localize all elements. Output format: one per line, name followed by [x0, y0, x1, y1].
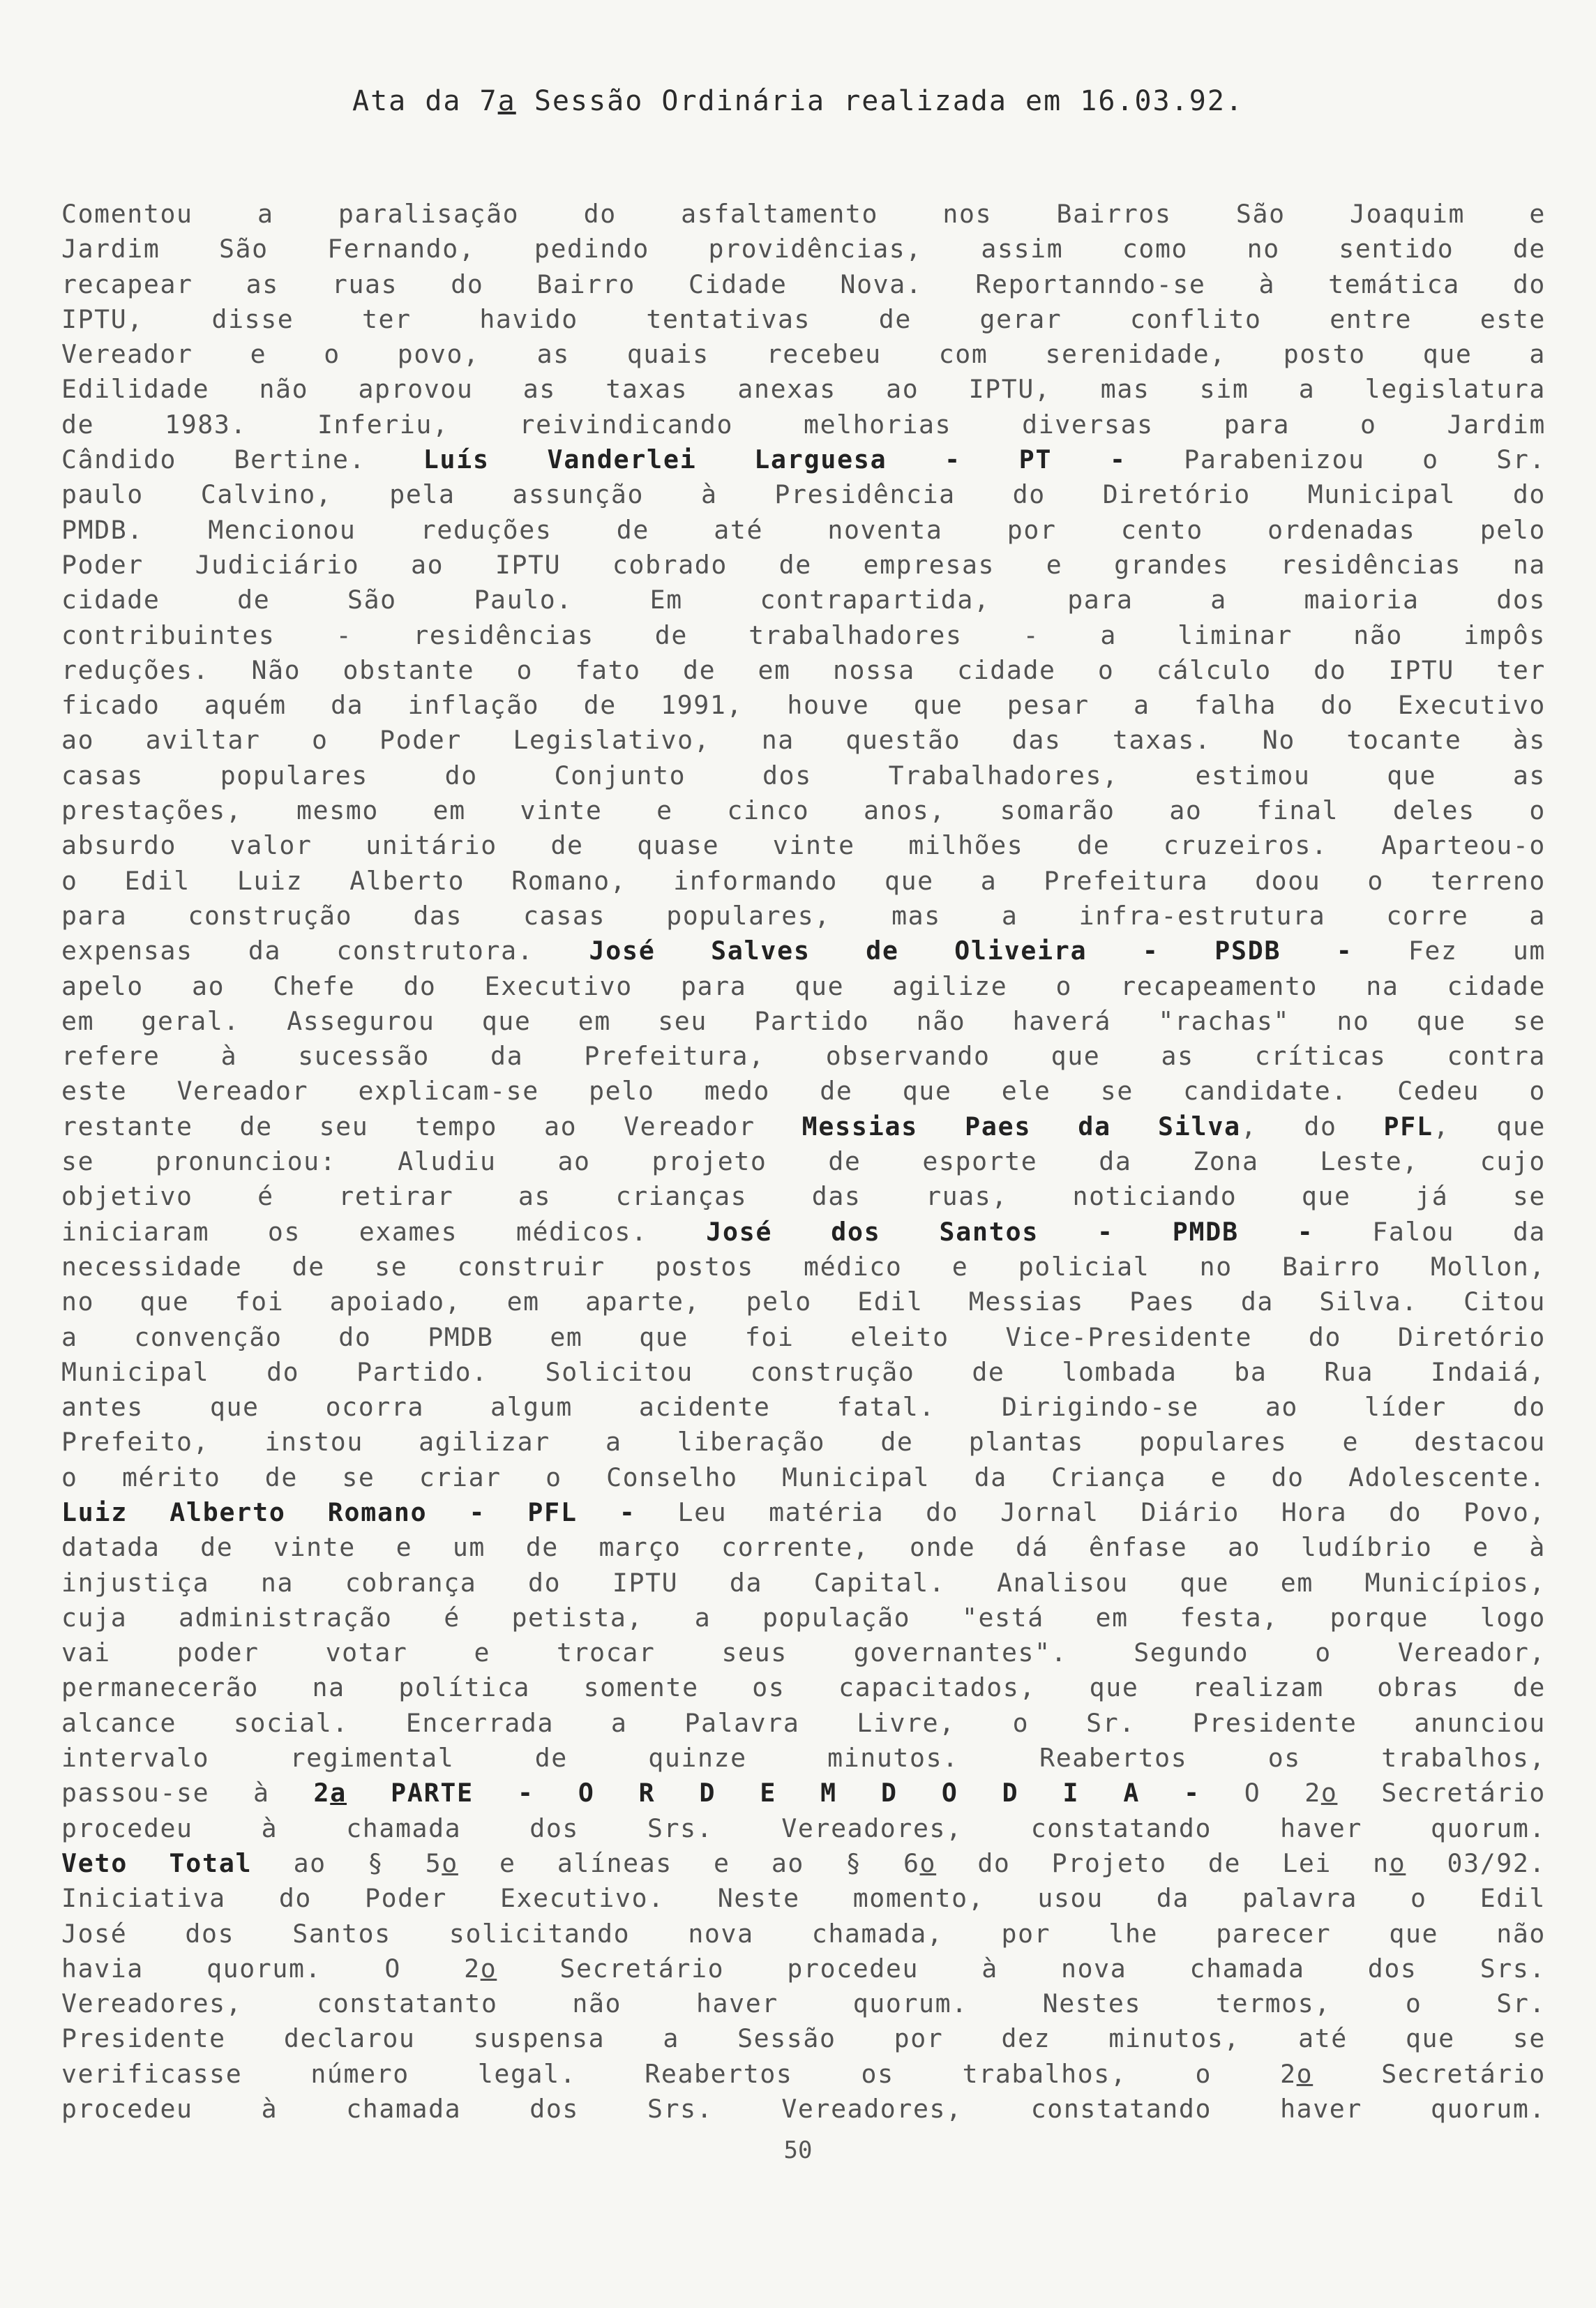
text-run: Vereadores, constatanto não haver quorum. Nestes termos, o Sr.: [61, 1988, 1546, 2019]
text-run: Vereador e o povo, as quais recebeu com serenidade, posto que a: [61, 339, 1546, 370]
ordinal-marker: o: [919, 1848, 937, 1878]
text-run: a convenção do PMDB em que foi eleito Vice-Presidente do Diretório: [61, 1321, 1546, 1352]
text-run: Poder Judiciário ao IPTU cobrado de empresas e grandes residências na: [61, 549, 1546, 580]
speaker-heading: 2: [313, 1778, 331, 1808]
text-run: Edilidade não aprovou as taxas anexas ao IPTU, mas sim a legislatura: [61, 374, 1546, 405]
text-run: datada de vinte e um de março corrente, onde dá ênfase ao ludíbrio e à: [61, 1532, 1546, 1563]
speaker-heading: Luís Vanderlei Larguesa - PT -: [423, 444, 1127, 475]
text-run: , que: [1433, 1111, 1546, 1141]
text-run: em geral. Assegurou que em seu Partido não haverá "rachas" no que se: [61, 1005, 1546, 1036]
text-run: o Edil Luiz Alberto Romano, informando que a Prefeitura doou o terreno: [61, 865, 1546, 896]
text-line: [61, 1320, 1546, 1355]
text-run: Cândido Bertine.: [61, 444, 423, 475]
text-line: [61, 1425, 1546, 1460]
title-suffix: Sessão Ordinária realizada em 16.03.92.: [515, 85, 1244, 117]
text-run: Leu matéria do Jornal Diário Hora do Povo,: [635, 1497, 1546, 1527]
text-line: [61, 1250, 1546, 1284]
text-line: [61, 723, 1546, 758]
speaker-heading: Messias Paes da Silva: [801, 1111, 1241, 1141]
text-line: [61, 1776, 1546, 1811]
text-run: cidade de São Paulo. Em contrapartida, para a maioria dos: [61, 585, 1546, 615]
speaker-heading: José dos Santos - PMDB -: [706, 1216, 1314, 1247]
text-run: injustiça na cobrança do IPTU da Capital. Analisou que em Municípios,: [61, 1567, 1546, 1598]
text-line: [61, 548, 1546, 583]
text-run: intervalo regimental de quinze minutos. Reabertos os trabalhos,: [61, 1743, 1546, 1774]
text-run: Parabenizou o Sr.: [1126, 444, 1546, 475]
ordinal-marker: o: [1389, 1848, 1406, 1878]
minutes-body: [61, 197, 1546, 2127]
text-run: José dos Santos solicitando nova chamada, por lhe parecer que não: [61, 1918, 1546, 1949]
text-line: [61, 688, 1546, 723]
text-line: [61, 1179, 1546, 1214]
text-run: refere à sucessão da Prefeitura, observando que as críticas contra: [61, 1041, 1546, 1072]
text-line: [61, 1741, 1546, 1776]
text-run: absurdo valor unitário de quase vinte milhões de cruzeiros. Aparteou-o: [61, 830, 1546, 861]
text-run: e alíneas e ao § 6: [458, 1848, 920, 1878]
text-line: [61, 1460, 1546, 1495]
text-run: permanecerão na política somente os capacitados, que realizam obras de: [61, 1672, 1546, 1703]
text-line: [61, 1355, 1546, 1390]
text-line: [61, 1670, 1546, 1705]
text-line: [61, 442, 1546, 477]
text-line: [61, 1530, 1546, 1565]
text-line: [61, 1635, 1546, 1670]
text-run: passou-se à: [61, 1778, 314, 1808]
text-run: ficado aquém da inflação de 1991, houve que pesar a falha do Executivo: [61, 690, 1546, 721]
text-line: [61, 232, 1546, 267]
ordinal-marker: a: [330, 1778, 347, 1808]
text-line: [61, 1144, 1546, 1179]
text-run: de 1983. Inferiu, reivindicando melhorias diversas para o Jardim: [61, 409, 1546, 440]
text-run: paulo Calvino, pela assunção à Presidência do Diretório Municipal do: [61, 479, 1546, 510]
text-run: Secretário: [1313, 2058, 1546, 2089]
page-number: 50: [783, 2136, 813, 2164]
text-line: [61, 477, 1546, 512]
text-line: [61, 934, 1546, 968]
text-run: prestações, mesmo em vinte e cinco anos, somarão ao final deles o: [61, 795, 1546, 826]
text-run: O 2: [1200, 1778, 1321, 1808]
text-run: vai poder votar e trocar seus governantes". Segundo o Vereador,: [61, 1638, 1546, 1668]
ordinal-marker: o: [1320, 1778, 1338, 1808]
text-line: [61, 1881, 1546, 1916]
text-run: do Projeto de Lei n: [936, 1848, 1390, 1878]
text-line: [61, 372, 1546, 407]
text-line: [61, 1495, 1546, 1530]
text-line: [61, 2057, 1546, 2092]
text-run: Presidente declarou suspensa a Sessão por dez minutos, até que se: [61, 2023, 1546, 2054]
text-run: necessidade de se construir postos médico e policial no Bairro Mollon,: [61, 1251, 1546, 1282]
text-run: , do: [1240, 1111, 1384, 1141]
text-run: ao aviltar o Poder Legislativo, na questão das taxas. No tocante às: [61, 725, 1546, 756]
text-run: IPTU, disse ter havido tentativas de gerar conflito entre este: [61, 304, 1546, 334]
text-line: [61, 267, 1546, 302]
text-run: Falou da: [1313, 1216, 1546, 1247]
text-line: [61, 1917, 1546, 1951]
text-line: [61, 864, 1546, 899]
text-line: [61, 337, 1546, 372]
text-line: [61, 407, 1546, 442]
text-run: cuja administração é petista, a população "está em festa, porque logo: [61, 1602, 1546, 1633]
text-run: ao § 5: [252, 1848, 442, 1878]
text-run: Secretário procedeu à nova chamada dos Srs.: [497, 1953, 1546, 1984]
text-run: alcance social. Encerrada a Palavra Livre, o Sr. Presidente anunciou: [61, 1707, 1546, 1738]
speaker-heading: Veto Total: [61, 1848, 253, 1878]
text-run: casas populares do Conjunto dos Trabalhadores, estimou que as: [61, 760, 1546, 790]
text-run: Fez um: [1353, 936, 1546, 966]
text-run: contribuintes - residências de trabalhadores - a liminar não impôs: [61, 620, 1546, 650]
text-run: reduções. Não obstante o fato de em nossa cidade o cálculo do IPTU ter: [61, 654, 1546, 685]
text-line: [61, 1706, 1546, 1741]
text-run: expensas da construtora.: [61, 936, 589, 966]
text-run: PMDB. Mencionou reduções de até noventa por cento ordenadas pelo: [61, 514, 1546, 545]
ordinal-marker: o: [1296, 2058, 1313, 2089]
text-run: recapear as ruas do Bairro Cidade Nova. Reportanndo-se à temática do: [61, 269, 1546, 299]
text-line: [61, 1566, 1546, 1601]
text-run: objetivo é retirar as crianças das ruas, noticiando que já se: [61, 1181, 1546, 1212]
text-line: [61, 1951, 1546, 1986]
text-line: [61, 1811, 1546, 1846]
text-run: Prefeito, instou agilizar a liberação de plantas populares e destacou: [61, 1427, 1546, 1458]
text-line: [61, 1846, 1546, 1881]
text-line: [61, 969, 1546, 1004]
speaker-heading: PARTE - O R D E M D O D I A -: [347, 1778, 1200, 1808]
text-line: [61, 653, 1546, 688]
page-title: [0, 85, 1596, 117]
speaker-heading: José Salves de Oliveira - PSDB -: [589, 936, 1353, 966]
title-prefix: Ata da 7: [352, 85, 498, 117]
text-run: apelo ao Chefe do Executivo para que agilize o recapeamento na cidade: [61, 971, 1546, 1001]
text-run: se pronunciou: Aludiu ao projeto de esporte da Zona Leste, cujo: [61, 1146, 1546, 1177]
text-run: restante de seu tempo ao Vereador: [61, 1111, 802, 1141]
text-run: no que foi apoiado, em aparte, pelo Edil Messias Paes da Silva. Citou: [61, 1287, 1546, 1317]
text-run: Municipal do Partido. Solicitou construção de lombada ba Rua Indaiá,: [61, 1356, 1546, 1387]
text-run: para construção das casas populares, mas a infra-estrutura corre a: [61, 900, 1546, 931]
speaker-heading: PFL: [1383, 1111, 1433, 1141]
text-line: [61, 2092, 1546, 2127]
text-line: [61, 1215, 1546, 1250]
text-line: [61, 302, 1546, 337]
text-run: 03/92.: [1406, 1848, 1546, 1878]
text-line: [61, 1390, 1546, 1425]
text-run: procedeu à chamada dos Srs. Vereadores, constatando haver quorum.: [61, 2094, 1546, 2125]
text-line: [61, 1601, 1546, 1635]
text-line: [61, 583, 1546, 617]
title-ordinal: a: [497, 85, 516, 117]
text-run: verificasse número legal. Reabertos os trabalhos, o 2: [61, 2058, 1297, 2089]
text-run: o mérito de se criar o Conselho Municipal da Criança e do Adolescente.: [61, 1462, 1546, 1492]
text-line: [61, 618, 1546, 653]
speaker-heading: Luiz Alberto Romano - PFL -: [61, 1497, 636, 1527]
ordinal-marker: o: [480, 1953, 497, 1984]
text-line: [61, 899, 1546, 934]
text-line: [61, 1004, 1546, 1039]
text-run: Comentou a paralisação do asfaltamento nos Bairros São Joaquim e: [61, 199, 1546, 229]
ordinal-marker: o: [442, 1848, 458, 1878]
text-line: [61, 197, 1546, 232]
text-run: este Vereador explicam-se pelo medo de que ele se candidate. Cedeu o: [61, 1076, 1546, 1107]
text-line: [61, 1986, 1546, 2021]
text-line: [61, 828, 1546, 863]
text-run: Iniciativa do Poder Executivo. Neste momento, usou da palavra o Edil: [61, 1883, 1546, 1914]
text-line: [61, 1109, 1546, 1144]
text-run: Jardim São Fernando, pedindo providências, assim como no sentido de: [61, 234, 1546, 264]
text-run: iniciaram os exames médicos.: [61, 1216, 707, 1247]
text-line: [61, 1074, 1546, 1109]
text-line: [61, 513, 1546, 548]
text-line: [61, 758, 1546, 793]
text-run: havia quorum. O 2: [61, 1953, 481, 1984]
text-line: [61, 793, 1546, 828]
text-line: [61, 1284, 1546, 1319]
text-run: procedeu à chamada dos Srs. Vereadores, constatando haver quorum.: [61, 1813, 1546, 1843]
text-line: [61, 1039, 1546, 1074]
text-run: Secretário: [1337, 1778, 1546, 1808]
text-run: antes que ocorra algum acidente fatal. Dirigindo-se ao líder do: [61, 1392, 1546, 1423]
text-line: [61, 2021, 1546, 2056]
